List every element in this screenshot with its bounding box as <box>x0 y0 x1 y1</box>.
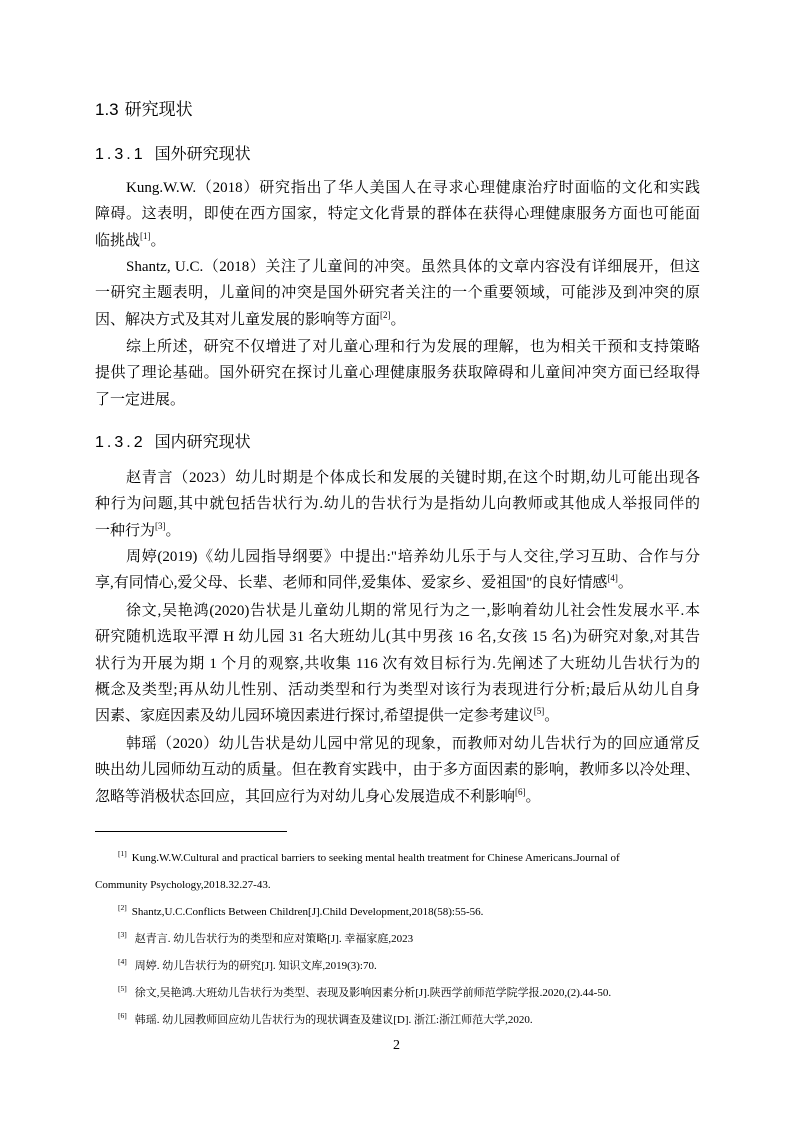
text-line <box>95 228 700 254</box>
text-line: 概念及类型;再从幼儿性别、活动类型和行为类型对该行为表现进行分析;最后从幼儿自身 <box>95 681 700 698</box>
footnote-1 <box>95 845 715 872</box>
section-heading <box>95 99 700 121</box>
citation-ref: [5] <box>533 706 545 717</box>
subsection-heading-foreign <box>95 144 700 166</box>
text-fragment: 。 <box>390 311 406 328</box>
text-line: Kung.W.W.（2018）研究指出了华人美国人在寻求心理健康治疗时面临的文化和实践 <box>126 180 700 196</box>
section-number: 1.3 <box>95 100 119 119</box>
footnote-1-continuation: Community Psychology,2018.32.27-43. <box>95 879 271 891</box>
text-line: 映出幼儿园师幼互动的质量。但在教育实践中，由于多方面因素的影响，教师多以冷处理、 <box>95 762 700 779</box>
footnote-mark: [5] <box>118 984 127 994</box>
text-line: 赵青言（2023）幼儿时期是个体成长和发展的关键时期,在这个时期,幼儿可能出现各 <box>126 470 700 486</box>
paragraph <box>95 254 700 333</box>
footnote-text: 徐文,吴艳鸿.大班幼儿告状行为类型、表现及影响因素分析[J].陕西学前师范学院学报.2020,(2).44-50. <box>134 987 612 999</box>
subsection-title: 国外研究现状 <box>154 146 251 163</box>
text-fragment: 因、解决方式及其对儿童发展的影响等方面 <box>95 311 381 328</box>
text-fragment: 。 <box>544 708 560 725</box>
text-line: 研究随机选取平潭 H 幼儿园 31 名大班幼儿(其中男孩 16 名,女孩 15 名)为研究对象,对其告 <box>95 629 700 646</box>
citation-ref: [6] <box>515 786 526 797</box>
paragraph <box>95 334 700 413</box>
text-line: 韩瑶（2020）幼儿告状是幼儿园中常见的现象，而教师对幼儿告状行为的回应通常反 <box>126 736 700 752</box>
text-line: 种行为问题,其中就包括告状行为.幼儿的告状行为是指幼儿向教师或其他成人举报同伴的 <box>95 496 700 513</box>
paragraph <box>95 465 700 544</box>
text-fragment: 。 <box>150 232 166 249</box>
footnote-mark: [2] <box>118 903 127 913</box>
citation-ref: [1] <box>140 230 151 241</box>
paragraph <box>95 731 700 810</box>
text-line: 了一定进展。 <box>95 391 186 408</box>
subsection-title: 国内研究现状 <box>154 434 251 451</box>
footnote-separator <box>95 831 287 832</box>
subsection-number: 1.3.1 <box>95 146 146 163</box>
footnote-text: 周婷. 幼儿告状行为的研究[J]. 知识文库,2019(3):70. <box>134 960 377 972</box>
text-line <box>95 703 700 729</box>
citation-ref: [3] <box>155 520 166 531</box>
footnote-mark: [6] <box>118 1011 127 1021</box>
text-fragment: 享,有同情心,爱父母、长辈、老师和同伴,爱集体、爱家乡、爱祖国"的良好情感 <box>95 575 608 592</box>
text-fragment: 忽略等消极状态回应，其回应行为对幼儿身心发展造成不利影响 <box>95 788 516 805</box>
footnote-text: 赵青言. 幼儿告状行为的类型和应对策略[J]. 幸福家庭,2023 <box>134 933 414 945</box>
footnote-mark: [4] <box>118 957 127 967</box>
text-line: 障碍。这表明，即使在西方国家，特定文化背景的群体在获得心理健康服务方面也可能面 <box>95 206 700 223</box>
text-line: 一研究主题表明，儿童间的冲突是国外研究者关注的一个重要领域，可能涉及到冲突的原 <box>95 285 700 302</box>
text-fragment: 一种行为 <box>95 522 156 539</box>
footnote-3 <box>95 926 715 953</box>
subsection-heading-domestic <box>95 432 700 454</box>
subsection-number: 1.3.2 <box>95 434 146 451</box>
text-line <box>95 518 700 544</box>
text-fragment: 因素、家庭因素及幼儿园环境因素进行探讨,希望提供一定参考建议 <box>95 708 534 725</box>
text-line: Shantz, U.C.（2018）关注了儿童间的冲突。虽然具体的文章内容没有详细展开，但这 <box>126 259 700 275</box>
text-fragment: 。 <box>525 788 541 805</box>
text-fragment: 。 <box>617 575 633 592</box>
citation-ref: [4] <box>607 573 618 584</box>
footnote-text: Shantz,U.C.Conflicts Between Children[J].Child Development,2018(58):55-56. <box>131 906 484 918</box>
citation-ref: [2] <box>380 309 391 320</box>
text-fragment: 。 <box>165 522 181 539</box>
text-line <box>95 784 700 810</box>
paragraph <box>95 175 700 254</box>
text-line: 综上所述，研究不仅增进了对儿童心理和行为发展的理解，也为相关干预和支持策略 <box>126 339 700 355</box>
footnote-4 <box>95 953 715 980</box>
text-line: 周婷(2019)《幼儿园指导纲要》中提出:"培养幼儿乐于与人交往,学习互助、合作与分 <box>126 549 700 565</box>
text-line <box>95 570 700 596</box>
text-line: 徐文,吴艳鸿(2020)告状是儿童幼儿期的常见行为之一,影响着幼儿社会性发展水平.本 <box>126 603 700 619</box>
footnote-6 <box>95 1007 715 1034</box>
text-line <box>95 307 700 333</box>
footnote-mark: [3] <box>118 930 127 940</box>
footnote-text: Kung.W.W.Cultural and practical barriers to seeking mental health treatment for Chinese Americans.Journal of <box>131 852 620 864</box>
text-line: 提供了理论基础。国外研究在探讨儿童心理健康服务获取障碍和儿童间冲突方面已经取得 <box>95 365 700 382</box>
paragraph <box>95 544 700 597</box>
page-number: 2 <box>393 1038 400 1053</box>
footnotes <box>95 845 715 1034</box>
text-line: 状行为开展为期 1 个月的观察,共收集 116 次有效目标行为.先阐述了大班幼儿告状行为的 <box>95 655 700 672</box>
footnote-mark: [1] <box>118 849 127 859</box>
footnote-5 <box>95 980 715 1007</box>
text-fragment: 临挑战 <box>95 232 141 249</box>
section-title: 研究现状 <box>124 100 193 119</box>
paragraph <box>95 598 700 729</box>
footnote-text: 韩瑶. 幼儿园教师回应幼儿告状行为的现状调查及建议[D]. 浙江:浙江师范大学,2020. <box>134 1014 533 1026</box>
footnote-2 <box>95 899 715 926</box>
